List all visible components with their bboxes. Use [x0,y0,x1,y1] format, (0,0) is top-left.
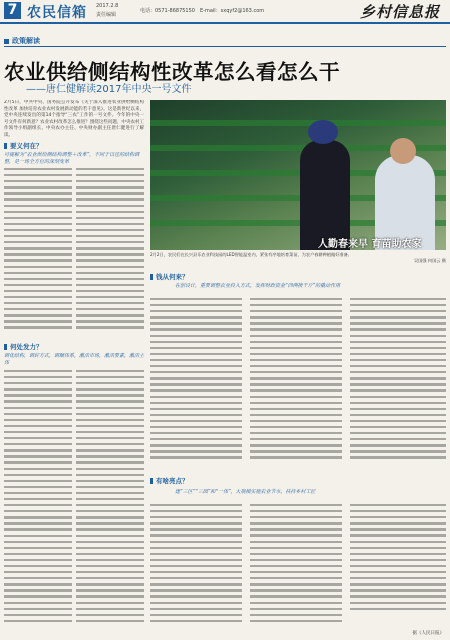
body-column [350,504,446,624]
divider [4,46,446,47]
section-heading: 有啥亮点？ [150,476,189,485]
topic-label: 政策解读 [4,36,40,46]
body-column [250,504,342,630]
subheadline: ——唐仁健解读2017年中央一号文件 [26,84,192,95]
body-column [250,298,342,468]
body-column [76,370,144,632]
greenhouse-photo [150,100,446,250]
section-heading: 钱从何来？ [150,272,189,281]
lede-paragraph: 2月5日，中共中央、国务院公开发布《关于深入推进农业供给侧结构性改革 加快培育农业农村发展新动能的若干意见》。这是新世纪以来，党中央连续发出的第14个指导“三农”工作的一号文件。今年的中央一号文件有何新意？农业农村改革怎么推进？围绕这些问题，中央农村工作领导小组副组长、中央农办主任、中央财办副主任唐仁健进行了解读。 [4,100,144,138]
body-column [350,298,446,468]
section-name: 农民信箱 [27,5,87,21]
issue-date: 2017.2.8 [96,3,119,9]
section-heading: 何处发力？ [4,342,43,351]
masthead [0,0,450,24]
farmer-hat [308,120,338,144]
body-column [4,370,72,632]
body-column [4,168,72,338]
body-column [150,298,242,468]
photo-credit: 吴国强 何国云 摄 [414,258,446,263]
photo-note: 2月2日，农民们在长兴县乐农业科技园的LED智能温室内，紧张有序地培育菜苗，为农户春耕种植做好准备。 [150,252,352,257]
phone-number: 电话：0571-86875150 [140,8,195,14]
section-intro: 调优结构，调好方式，调顺体系，激活市场，激活要素，激活主体 [4,353,145,366]
author-credit: 据《人民日报》 [412,631,444,636]
seedling-row [150,120,446,126]
section-heading: 要义何在？ [4,141,43,150]
heading-marker-icon [4,344,7,350]
square-icon [4,39,9,44]
editor-label: 责任编辑 [96,12,117,18]
farmer-face [390,138,416,164]
section-intro: 建“三区”“三园”和“一体”，大规模实施农业节水，扶持乡村工匠 [175,489,316,495]
heading-marker-icon [150,274,153,280]
farmer-figure [300,140,350,250]
body-column [76,168,144,338]
email-address: E-mail：sxqyf2@163.com [200,8,265,14]
heading-marker-icon [150,478,153,484]
headline: 农业供给侧结构性改革怎么看怎么干 [4,60,340,84]
page-number: 7 [4,2,21,19]
section-intro: 在创设计，重要调整农业投入方式，发挥财政资金“四两拨千斤”的撬动作用 [175,283,341,289]
heading-marker-icon [4,143,7,149]
paper-name: 乡村信息报 [359,3,440,21]
photo-caption: 人勤春来早 育苗助农家 [318,239,422,250]
section-intro: 可提解为“农业供给侧结构调整＋改革”，不同于以往的结构调整，是一场全方位的深刻变革 [4,152,140,165]
body-column [150,504,242,630]
